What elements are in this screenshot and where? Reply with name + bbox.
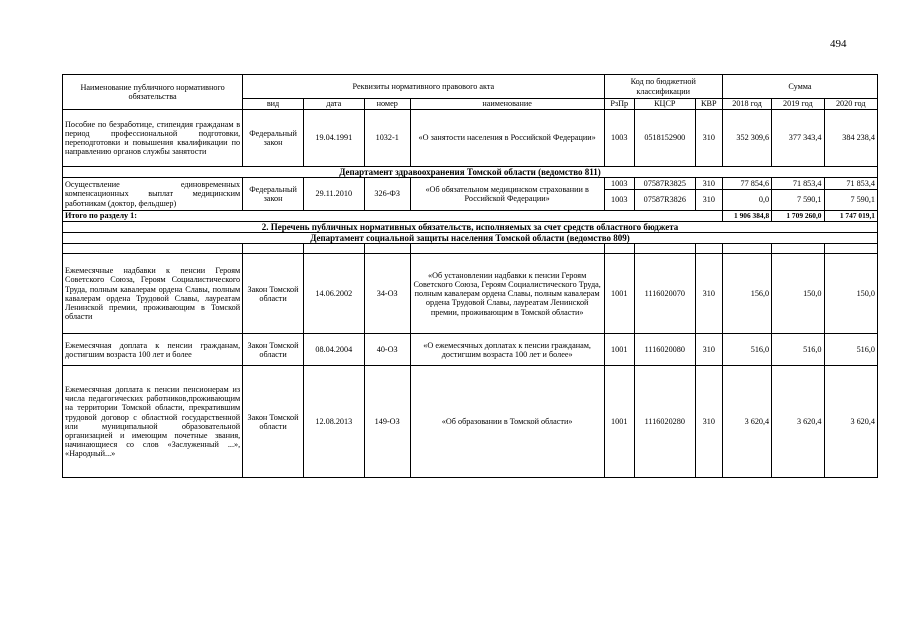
act-type: Федеральный закон xyxy=(243,178,304,211)
act-type: Закон Томской области xyxy=(243,254,304,334)
table-row xyxy=(63,178,878,190)
act-title: «Об обязательном медицинском страховании в Российской Федерации» xyxy=(410,178,604,211)
header-2020: 2020 год xyxy=(824,99,878,110)
sum-2020: 71 853,4 xyxy=(824,178,878,190)
act-type: Закон Томской области xyxy=(243,366,304,478)
header-kvr: КВР xyxy=(695,99,722,110)
code-rzpr: 1001 xyxy=(604,254,634,334)
sum-2019: 3 620,4 xyxy=(772,366,824,478)
sum-2018: 516,0 xyxy=(722,334,771,366)
act-date: 08.04.2004 xyxy=(303,334,364,366)
act-type: Федеральный закон xyxy=(243,110,304,167)
obligation-name: Ежемесячная доплата к пенсии гражданам, достигшим возраста 100 лет и более xyxy=(63,334,243,366)
header-rzpr: РзПр xyxy=(604,99,634,110)
table-row xyxy=(63,366,878,478)
code-kcsr: 0518152900 xyxy=(634,110,695,167)
act-number: 149-ОЗ xyxy=(364,366,410,478)
act-number: 34-ОЗ xyxy=(364,254,410,334)
sum-2019: 7 590,1 xyxy=(772,190,824,211)
act-date: 19.04.1991 xyxy=(303,110,364,167)
code-kvr: 310 xyxy=(695,366,722,478)
code-kcsr: 1116020080 xyxy=(634,334,695,366)
act-title: «О ежемесячных доплатах к пенсии гражданам, достигшим возраста 100 лет и более» xyxy=(410,334,604,366)
code-kvr: 310 xyxy=(695,190,722,211)
table-row xyxy=(63,110,878,167)
sum-2019: 150,0 xyxy=(772,254,824,334)
code-rzpr: 1001 xyxy=(604,366,634,478)
code-rzpr: 1003 xyxy=(604,178,634,190)
header-2018: 2018 год xyxy=(722,99,771,110)
act-title: «О занятости населения в Российской Федерации» xyxy=(410,110,604,167)
sum-2020: 3 620,4 xyxy=(824,366,878,478)
header-number: номер xyxy=(364,99,410,110)
obligation-name: Пособие по безработице, стипендия гражданам в период профессиональной подготовки, переподготовки и повышения квалификации по направлению органов службы занятости xyxy=(63,110,243,167)
code-kcsr: 1116020280 xyxy=(634,366,695,478)
sum-2018: 156,0 xyxy=(722,254,771,334)
sum-2020: 384 238,4 xyxy=(824,110,878,167)
sum-2020: 150,0 xyxy=(824,254,878,334)
header-obligation-name: Наименование публичного нормативного обязательства xyxy=(63,75,243,110)
total-2018: 1 906 384,8 xyxy=(722,211,771,222)
act-date: 14.06.2002 xyxy=(303,254,364,334)
section2-title: 2. Перечень публичных нормативных обязательств, исполняемых за счет средств областного бюджета xyxy=(63,222,878,233)
act-date: 12.08.2013 xyxy=(303,366,364,478)
department-social: Департамент социальной защиты населения Томской области (ведомство 809) xyxy=(63,233,878,244)
sum-2020: 516,0 xyxy=(824,334,878,366)
table-row xyxy=(63,254,878,334)
sum-2019: 377 343,4 xyxy=(772,110,824,167)
code-kcsr: 1116020070 xyxy=(634,254,695,334)
code-rzpr: 1003 xyxy=(604,110,634,167)
act-date: 29.11.2010 xyxy=(303,178,364,211)
sum-2019: 71 853,4 xyxy=(772,178,824,190)
code-kvr: 310 xyxy=(695,178,722,190)
header-sum: Сумма xyxy=(722,75,877,99)
act-number: 40-ОЗ xyxy=(364,334,410,366)
page-number: 494 xyxy=(830,38,847,50)
total-row xyxy=(63,211,878,222)
total-label: Итого по разделу 1: xyxy=(63,211,723,222)
act-title: «Об образовании в Томской области» xyxy=(410,366,604,478)
obligation-name: Ежемесячные надбавки к пенсии Героям Советского Союза, Героям Социалистического Труда, полным кавалерам ордена Славы, полным кавалерам ордена Трудовой Славы, лауреатам Ленинской премии, проживающим в Томской области xyxy=(63,254,243,334)
obligation-name: Ежемесячная доплата к пенсии пенсионерам из числа педагогических работников,проживающим на территории Томской области, прекратившим трудовой договор с областной государственной или муниципальной образовательной организацией и имеющим почетные звания, начинающиеся со слов «Заслуженный ...», «Народный...» xyxy=(63,366,243,478)
header-row-1 xyxy=(63,75,878,99)
header-2019: 2019 год xyxy=(772,99,824,110)
code-kvr: 310 xyxy=(695,110,722,167)
code-kvr: 310 xyxy=(695,254,722,334)
total-2019: 1 709 260,0 xyxy=(772,211,824,222)
code-kcsr: 07587R3825 xyxy=(634,178,695,190)
department-health: Департамент здравоохранения Томской области (ведомство 811) xyxy=(63,167,878,178)
act-title: «Об установлении надбавки к пенсии Героям Советского Союза, Героям Социалистического Труда, полным кавалерам ордена Славы, полным кавалерам ордена Трудовой Славы, лауреатам Ленинской премии, проживающим в Томской области» xyxy=(410,254,604,334)
code-kcsr: 07587R3826 xyxy=(634,190,695,211)
header-vid: вид xyxy=(243,99,304,110)
total-2020: 1 747 019,1 xyxy=(824,211,878,222)
act-number: 326-ФЗ xyxy=(364,178,410,211)
code-rzpr: 1003 xyxy=(604,190,634,211)
sum-2018: 77 854,6 xyxy=(722,178,771,190)
header-budget-code: Код по бюджетной классификации xyxy=(604,75,722,99)
header-requisites: Реквизиты нормативного правового акта xyxy=(243,75,604,99)
code-rzpr: 1001 xyxy=(604,334,634,366)
code-kvr: 310 xyxy=(695,334,722,366)
sum-2018: 352 309,6 xyxy=(722,110,771,167)
sum-2020: 7 590,1 xyxy=(824,190,878,211)
empty-row xyxy=(63,244,878,254)
table-row xyxy=(63,334,878,366)
sum-2018: 3 620,4 xyxy=(722,366,771,478)
act-number: 1032-1 xyxy=(364,110,410,167)
header-title: наименование xyxy=(410,99,604,110)
header-kcsr: КЦСР xyxy=(634,99,695,110)
department-row xyxy=(63,233,878,244)
sum-2018: 0,0 xyxy=(722,190,771,211)
obligation-name: Осуществление единовременных компенсационных выплат медицинским работникам (доктор, фельдшер) xyxy=(63,178,243,211)
section-row xyxy=(63,222,878,233)
header-date: дата xyxy=(303,99,364,110)
obligations-table xyxy=(62,74,878,478)
sum-2019: 516,0 xyxy=(772,334,824,366)
act-type: Закон Томской области xyxy=(243,334,304,366)
department-row xyxy=(63,167,878,178)
